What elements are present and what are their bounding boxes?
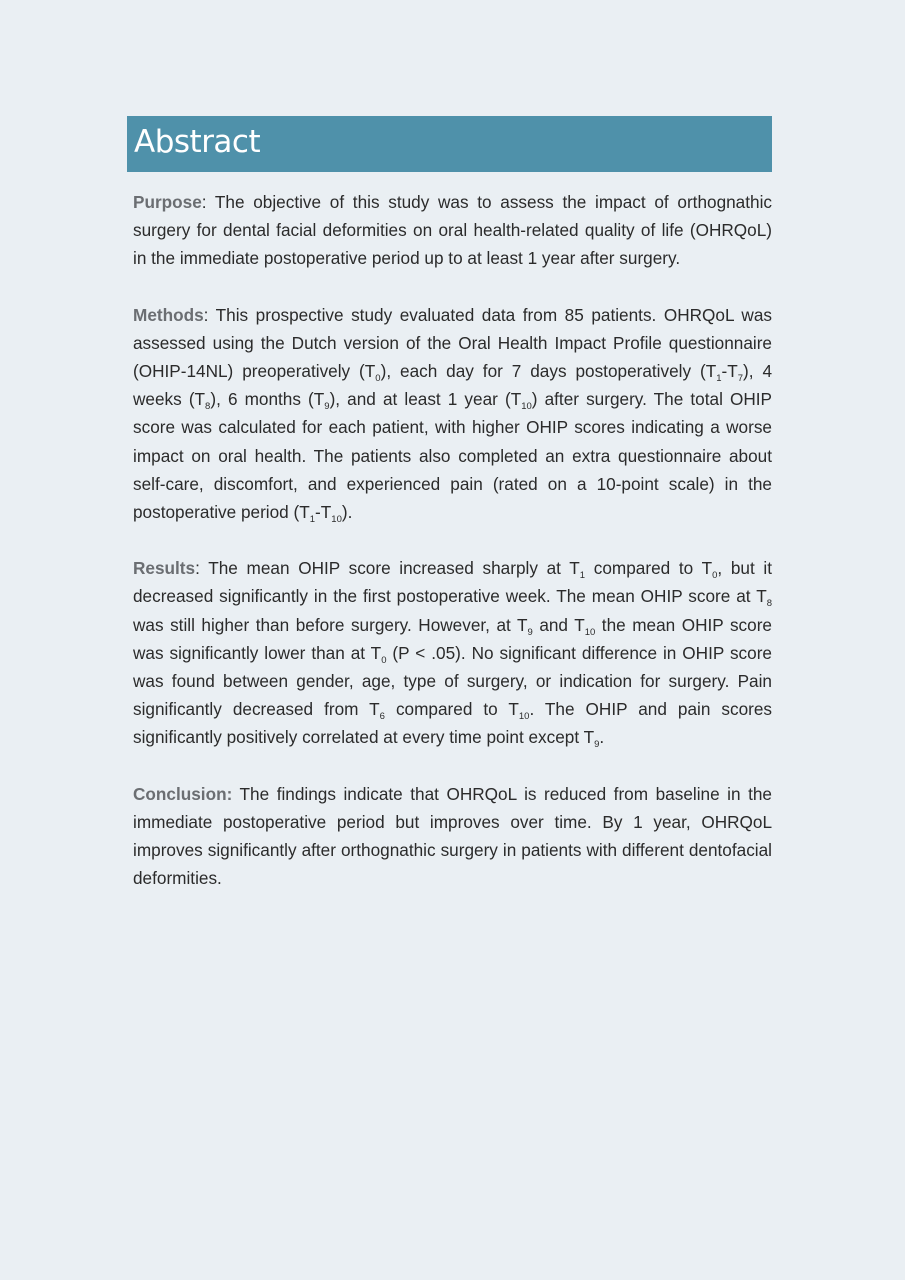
subscript: 9 bbox=[324, 401, 330, 413]
section-results bbox=[133, 554, 772, 751]
section-purpose bbox=[133, 188, 772, 273]
subscript: 0 bbox=[375, 373, 381, 385]
abstract-body bbox=[133, 188, 772, 920]
section-text: ). bbox=[341, 502, 353, 523]
section-text: compared to T bbox=[585, 558, 713, 579]
section-text: compared to T bbox=[384, 699, 519, 720]
abstract-header-bar bbox=[127, 116, 772, 172]
subscript: 8 bbox=[205, 401, 211, 413]
section-text: and T bbox=[532, 614, 585, 635]
section-label: Conclusion: bbox=[133, 783, 233, 804]
section-label: Purpose bbox=[133, 192, 202, 212]
section-text: : The mean OHIP score increased sharply at T bbox=[195, 558, 580, 579]
subscript: 0 bbox=[712, 570, 718, 582]
section-text: ) after surgery. The total OHIP score was calculated for each patient, with higher OHIP scores indicating a worse impact on oral health. The patients also completed an extra questionnaire about self-care, discomfort, and experienced pain (rated on a 10-point scale) in the postoperative period (T bbox=[133, 389, 773, 523]
section-text: : The objective of this study was to assess the impact of orthognathic surgery for dental facial deformities on oral health-related quality of life (OHRQoL) in the immediate postoperative period up to at least 1 year after surgery. bbox=[133, 192, 772, 269]
section-text: ), and at least 1 year (T bbox=[329, 389, 522, 410]
section-conclusion bbox=[133, 780, 772, 893]
abstract-title: Abstract bbox=[134, 124, 261, 160]
subscript: 10 bbox=[521, 401, 532, 413]
subscript: 9 bbox=[527, 626, 533, 638]
subscript: 9 bbox=[594, 739, 600, 751]
section-text: , but it decreased significantly in the first postoperative week. The mean OHIP score at T bbox=[133, 558, 773, 607]
section-text: . The OHIP and pain scores significantly positively correlated at every time point except T bbox=[133, 699, 773, 748]
subscript: 10 bbox=[584, 626, 596, 638]
section-text: -T bbox=[721, 361, 738, 382]
section-label: Methods bbox=[133, 304, 204, 325]
subscript: 1 bbox=[579, 570, 586, 582]
subscript: 6 bbox=[379, 711, 385, 723]
section-text: ), 4 weeks (T bbox=[133, 361, 773, 410]
section-text: -T bbox=[315, 502, 332, 523]
subscript: 1 bbox=[309, 514, 316, 526]
section-text: The findings indicate that OHRQoL is reduced from baseline in the immediate postoperative period but improves over time. By 1 year, OHRQoL improves significantly after orthognathic surgery in patients with different dentofacial deformities. bbox=[133, 783, 772, 889]
section-text: . bbox=[599, 727, 605, 748]
subscript: 0 bbox=[381, 654, 387, 666]
subscript: 1 bbox=[716, 373, 722, 385]
subscript: 8 bbox=[766, 598, 772, 610]
section-text: ), 6 months (T bbox=[210, 389, 325, 410]
section-label: Results bbox=[133, 558, 196, 579]
subscript: 10 bbox=[331, 514, 342, 526]
subscript: 10 bbox=[518, 711, 530, 723]
section-text: ), each day for 7 days postoperatively (T bbox=[380, 361, 717, 382]
section-text: was still higher than before surgery. However, at T bbox=[133, 614, 528, 635]
section-text: : This prospective study evaluated data from 85 patients. OHRQoL was assessed using the Dutch version of the Oral Health Impact Profile questionnaire (OHIP-14NL) preoperatively (T bbox=[133, 304, 772, 382]
section-methods bbox=[133, 301, 772, 527]
section-text: (P < .05). No significant difference in OHIP score was found between gender, age, type of surgery, or indication for surgery. Pain significantly decreased from T bbox=[133, 642, 772, 720]
section-text: the mean OHIP score was significantly lower than at T bbox=[133, 614, 772, 663]
subscript: 7 bbox=[737, 373, 744, 385]
